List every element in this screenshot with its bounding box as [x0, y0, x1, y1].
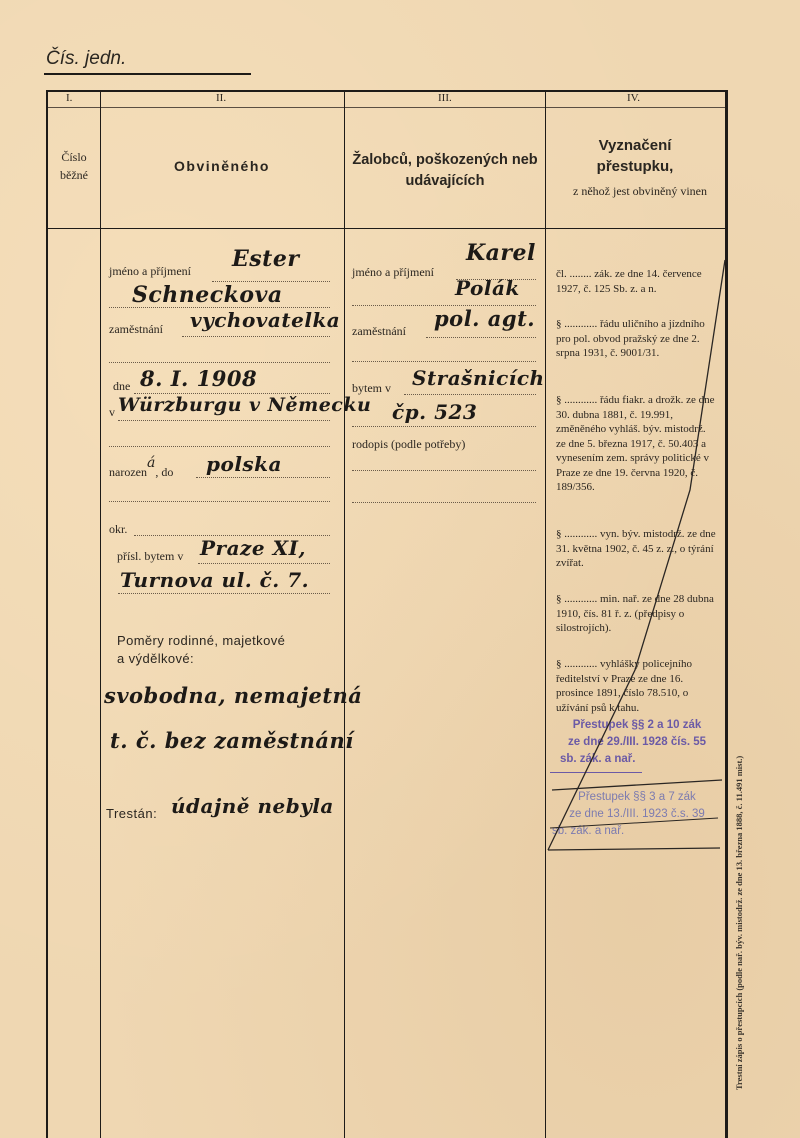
offence-p5: § ............ min. nař. ze dne 28 dubna 1910, čís. 81 ř. z. (předpisy o silostrojích).: [556, 593, 714, 634]
accused-first-name: Ester: [232, 246, 300, 272]
col1-title: Číslo běžné: [60, 150, 88, 182]
born-label-text: narozen: [109, 465, 147, 479]
stamp2-line3: sb. zák. a nař.: [552, 825, 625, 837]
offence-p4: § ............ vyn. býv. mistodrž. ze dne 31. května 1902, č. 45 z. z., o týrání zvířat.: [556, 528, 716, 569]
dots: [182, 336, 330, 337]
accused-residence-city: Praze XI,: [200, 536, 306, 560]
dots: [109, 501, 330, 502]
col3-title: Žalobců, poškozených neb udávajících: [352, 152, 538, 189]
col2-title: Obviněného: [174, 158, 270, 174]
to-label: do: [161, 465, 174, 479]
accused-born-place: Würzburgu v Německu: [118, 394, 372, 416]
dots: [118, 420, 330, 421]
dots: [196, 477, 330, 478]
accused-born-day-label: dne: [113, 379, 131, 393]
accused-last-name: Schneckova: [132, 282, 283, 308]
complainant-name-label: jméno a příjmení: [352, 265, 434, 279]
dots: [109, 446, 330, 447]
col1-number: I.: [66, 92, 73, 104]
cis-jedn-label: Čís. jedn.: [46, 48, 127, 69]
complainant-residence: Strašnicích: [412, 366, 545, 390]
complainant-last-name: Polák: [455, 276, 520, 300]
complainant-occupation: pol. agt.: [434, 306, 536, 331]
accused-residence-label: přísl. bytem v: [117, 549, 184, 563]
accused-born-label: narozená, do: [109, 455, 174, 479]
dots: [352, 502, 536, 503]
accused-occupation: vychovatelka: [190, 308, 341, 332]
offence-p1: čl. ........ zák. ze dne 14. července 1927, č. 125 Sb. z. a n.: [556, 268, 702, 295]
dots: [109, 362, 330, 363]
side-note: Trestní zápis o přestupcích (podle nař. býv. mistodrž. ze dne 13. března 1888, č. 11.491 mist.): [734, 755, 744, 1090]
offence-p3: § ............ řádu fiakr. a drožk. ze dne 30. dubna 1881, č. 19.991, změněného vyhláš. býv. mistodrž. ze dne 5. března 1917, č. 50.403 a vynesením zem. správy politické v Praze ze dne 19. června 1920, č. 189/356.: [556, 394, 715, 493]
accused-born-place-prefix: v: [109, 405, 115, 419]
accused-born-day: 8. I. 1908: [140, 366, 258, 391]
dots: [352, 426, 536, 427]
accused-family-label: Poměry rodinné, majetkové a výdělkové:: [117, 633, 286, 666]
stamp1-line2: ze dne 29./III. 1928 čís. 55: [567, 736, 707, 748]
offence-p2: § ............ řádu uličního a jízdního pro pol. obvod pražský ze dne 2. srpna 1931, č. 9001/31.: [556, 318, 705, 359]
col2-border: [344, 90, 345, 1138]
col2-number: II.: [216, 92, 227, 104]
dots: [426, 337, 536, 338]
col4-subtitle: z něhož jest obviněný vinen: [573, 184, 707, 198]
complainant-residence2: čp. 523: [392, 400, 478, 424]
stamp1-line1: Přestupek §§ 2 a 10 zák: [572, 719, 702, 731]
stamp1-line3: sb. zák. a nař.: [560, 753, 636, 765]
accused-occupation-label: zaměstnání: [109, 322, 163, 336]
dots: [352, 470, 536, 471]
dots: [118, 593, 330, 594]
col4-number: IV.: [627, 92, 640, 104]
accused-name-label: jméno a příjmení: [109, 264, 191, 278]
stamp2-line1: Přestupek §§ 3 a 7 zák: [578, 791, 696, 803]
col1-border: [100, 90, 101, 1138]
accused-okr-label: okr.: [109, 522, 128, 536]
header-bottom-border: [46, 228, 728, 229]
col4-title: Vyznačení přestupku,: [596, 137, 674, 175]
accused-family-line2: t. č. bez zaměstnání: [110, 728, 354, 753]
stamp2-line2: ze dne 13./III. 1923 č.s. 39: [569, 808, 705, 820]
accused-punished-label: Trestán:: [106, 806, 158, 821]
accused-family-line1: svobodna, nemajetná: [104, 683, 363, 708]
complainant-genealogy-label: rodopis (podle potřeby): [352, 437, 466, 451]
dots: [404, 394, 536, 395]
table-top-border: [46, 90, 728, 92]
cis-jedn-line: [44, 73, 251, 75]
pencil-strike-lines: [540, 250, 730, 860]
complainant-residence-label: bytem v: [352, 381, 391, 395]
dots: [198, 563, 330, 564]
complainant-occupation-label: zaměstnání: [352, 324, 406, 338]
offence-p6: § ............ vyhlášky policejního ředitelství v Praze ze dne 16. prosince 1891, číslo 78.510, o užívání psů k tahu.: [556, 658, 692, 714]
complainant-first-name: Karel: [466, 240, 536, 266]
header-num-border: [46, 107, 728, 108]
left-border: [46, 90, 48, 1138]
accused-belongs-to: polska: [206, 452, 282, 476]
col3-number: III.: [438, 92, 452, 104]
born-suffix: á: [146, 455, 156, 471]
accused-punished: údajně nebyla: [171, 794, 334, 818]
dots: [352, 361, 536, 362]
accused-residence-street: Turnova ul. č. 7.: [120, 568, 310, 592]
